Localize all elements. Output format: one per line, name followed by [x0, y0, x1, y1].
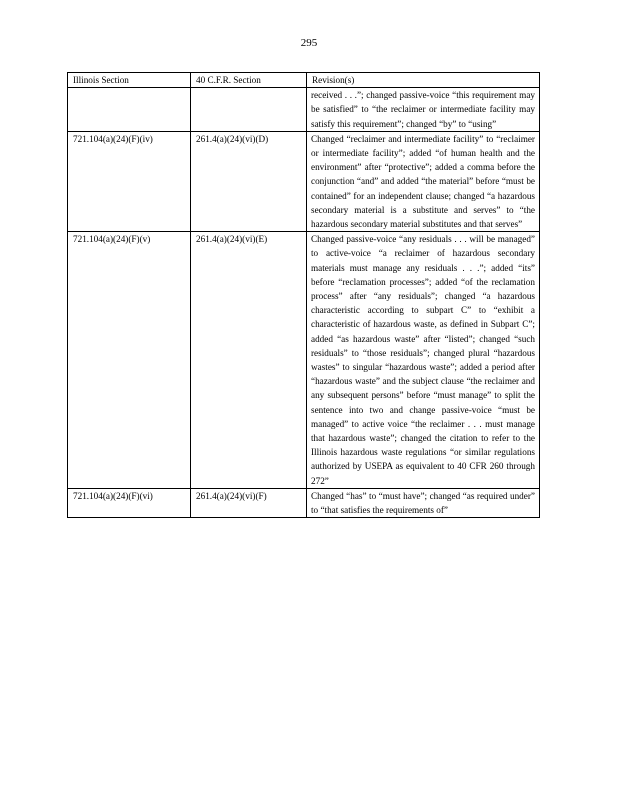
cell-revision: Changed “reclaimer and intermediate facility” to “reclaimer or intermediate facility”; added “of human health and the environment” after “protective”; added a comma before the conjunction “and” and added “the material” before “must be contained” for an independent clause; changed “a hazardous secondary material is a substitute and serves” to “the hazardous secondary material substitutes and that serves” — [307, 131, 540, 231]
cell-revision: received . . .”; changed passive-voice “this requirement may be satisfied” to “the reclaimer or intermediate facility may satisfy this requirement”; changed “by” to “using” — [307, 88, 540, 132]
cell-revision: Changed “has” to “must have”; changed “as required under” to “that satisfies the requirements of” — [307, 488, 540, 517]
table-row — [68, 488, 540, 517]
revision-table — [67, 72, 540, 518]
cell-cfr-section: 261.4(a)(24)(vi)(E) — [191, 232, 307, 489]
table-header-row — [68, 73, 540, 88]
cell-illinois-section: 721.104(a)(24)(F)(v) — [68, 232, 191, 489]
cell-cfr-section: 261.4(a)(24)(vi)(D) — [191, 131, 307, 231]
cell-illinois-section: 721.104(a)(24)(F)(iv) — [68, 131, 191, 231]
cell-illinois-section — [68, 88, 191, 132]
table-row — [68, 88, 540, 132]
cell-cfr-section: 261.4(a)(24)(vi)(F) — [191, 488, 307, 517]
cell-illinois-section: 721.104(a)(24)(F)(vi) — [68, 488, 191, 517]
header-revisions: Revision(s) — [307, 73, 540, 88]
header-illinois-section: Illinois Section — [68, 73, 191, 88]
table-row — [68, 232, 540, 489]
table-row — [68, 131, 540, 231]
cell-revision: Changed passive-voice “any residuals . . . will be managed” to active-voice “a reclaimer of hazardous secondary materials must manage any residuals . . .”; added “its” before “reclamation processes”; added “of the reclamation process” after “any residuals”; changed “a hazardous characteristic according to subpart C” to “exhibit a characteristic of hazardous waste, as defined in Subpart C”; added “as hazardous waste” after “listed”; changed “such residuals” to “those residuals”; changed plural “hazardous wastes” to singular “hazardous waste”; added a period after “hazardous waste” and the subject clause “the reclaimer and any subsequent persons” before “must manage” to split the sentence into two and change passive-voice “must be managed” to active voice “the reclaimer . . . must manage that hazardous waste”; changed the citation to refer to the Illinois hazardous waste regulations “or similar regulations authorized by USEPA as equivalent to 40 CFR 260 through 272” — [307, 232, 540, 489]
page-number: 295 — [300, 37, 318, 49]
cell-cfr-section — [191, 88, 307, 132]
header-cfr-section: 40 C.F.R. Section — [191, 73, 307, 88]
